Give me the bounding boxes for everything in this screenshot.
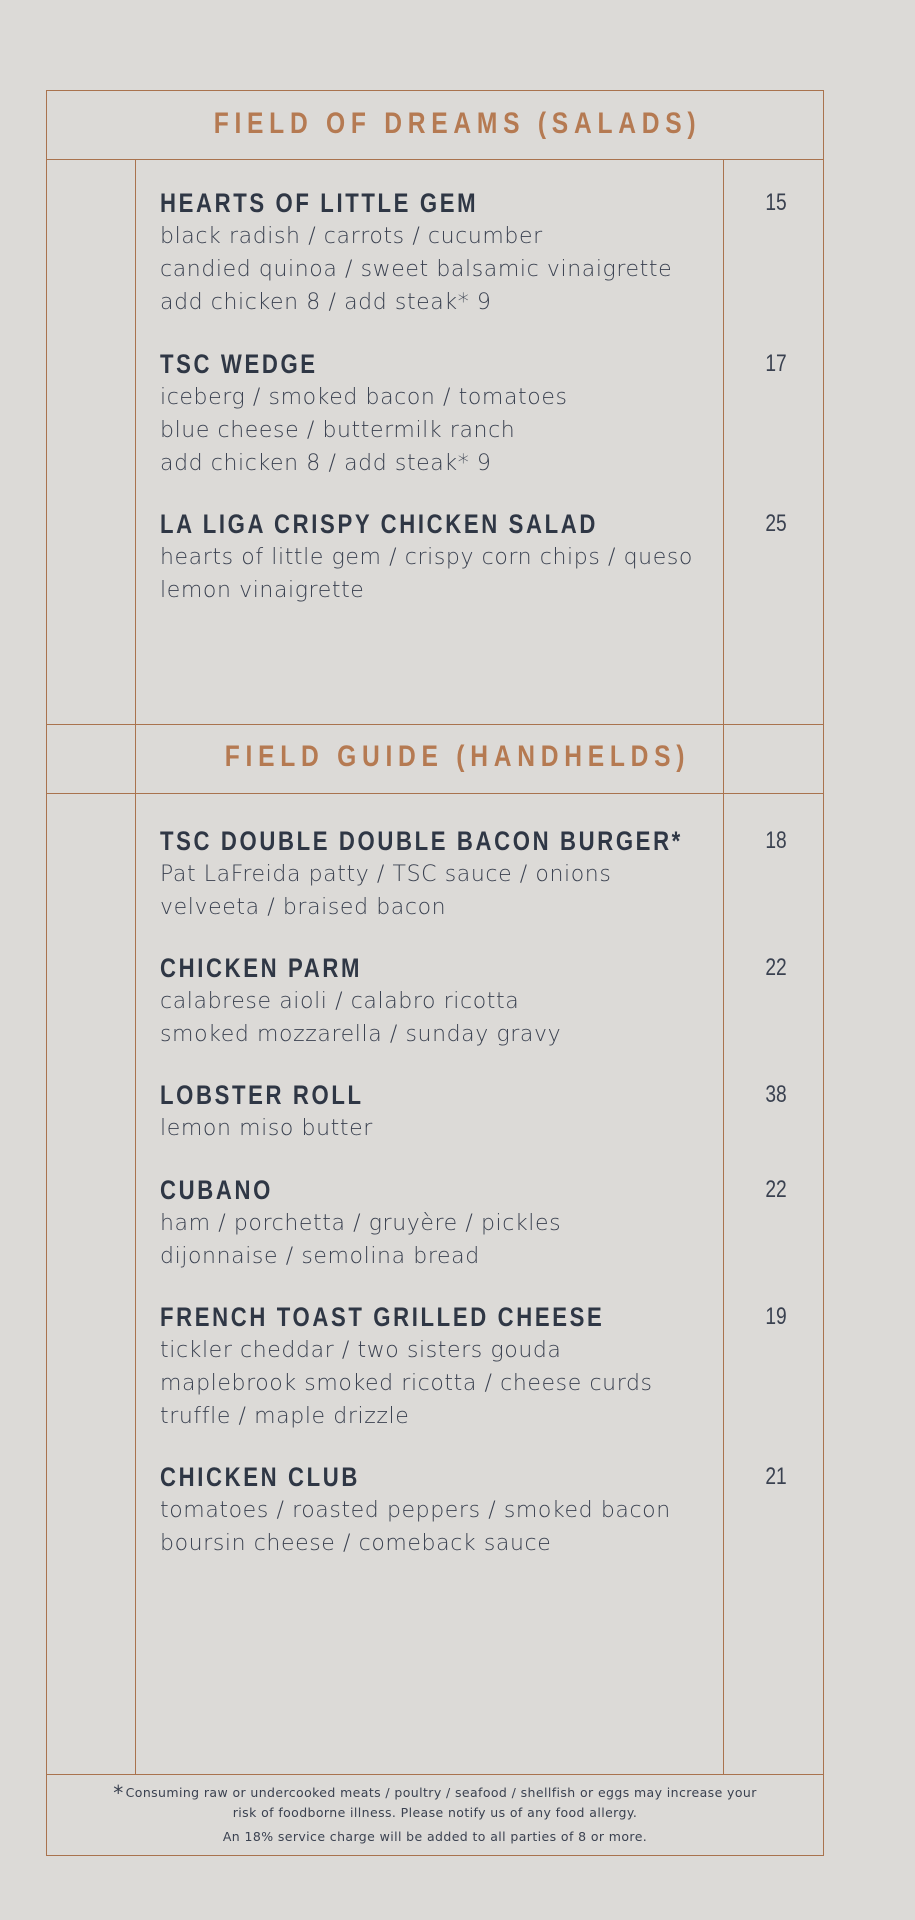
item-description-line: black radish / carrots / cucumber: [160, 224, 543, 249]
item-description-line: boursin cheese / comeback sauce: [160, 1531, 552, 1556]
item-name: TSC DOUBLE DOUBLE BACON BURGER*: [160, 826, 683, 856]
item-name: FRENCH TOAST GRILLED CHEESE: [160, 1302, 605, 1332]
service-charge-notice: An 18% service charge will be added to all parties of 8 or more.: [222, 1829, 648, 1844]
item-description-line: candied quinoa / sweet balsamic vinaigrette: [160, 257, 673, 282]
item-description-line: maplebrook smoked ricotta / cheese curds: [160, 1371, 653, 1396]
menu-item-lobster-roll: [160, 1078, 720, 1145]
item-price: 17: [765, 350, 787, 377]
item-description-line: calabrese aioli / calabro ricotta: [160, 989, 520, 1014]
item-price: 18: [765, 827, 787, 854]
item-name: LA LIGA CRISPY CHICKEN SALAD: [160, 509, 598, 539]
salads-title-rule: [46, 159, 824, 160]
item-description-line: add chicken 8 / add steak* 9: [160, 451, 492, 476]
item-price: 25: [765, 510, 787, 537]
item-price: 22: [765, 1176, 787, 1203]
salads-section-title: FIELD OF DREAMS (SALADS): [213, 107, 702, 140]
price-column-rule: [723, 159, 724, 1774]
handhelds-section-title: FIELD GUIDE (HANDHELDS): [224, 740, 691, 773]
item-description-line: smoked mozzarella / sunday gravy: [160, 1022, 562, 1047]
item-name: TSC WEDGE: [160, 349, 318, 379]
item-description-line: velveeta / braised bacon: [160, 895, 447, 920]
item-description-line: lemon vinaigrette: [160, 578, 365, 603]
handhelds-top-rule: [46, 724, 824, 725]
item-description-line: Pat LaFreida patty / TSC sauce / onions: [160, 862, 612, 887]
item-name: LOBSTER ROLL: [160, 1080, 364, 1110]
footer-rule: [46, 1774, 824, 1775]
menu-item-cubano: [160, 1173, 720, 1273]
allergy-notice-line-1: Consuming raw or undercooked meats / poultry / seafood / shellfish or eggs may increase your: [125, 1785, 757, 1800]
menu-item-la-liga-crispy-chicken-salad: [160, 507, 720, 607]
item-price: 38: [765, 1081, 787, 1108]
item-name: CUBANO: [160, 1175, 273, 1205]
item-name: HEARTS OF LITTLE GEM: [160, 188, 479, 218]
menu-item-tsc-wedge: [160, 347, 720, 480]
menu-item-chicken-club: [160, 1460, 720, 1560]
item-description-line: ham / porchetta / gruyère / pickles: [160, 1211, 562, 1236]
item-description-line: add chicken 8 / add steak* 9: [160, 290, 492, 315]
menu-item-tsc-double-double-bacon-burger: [160, 824, 720, 924]
allergy-notice: [46, 1781, 824, 1805]
item-description-line: tickler cheddar / two sisters gouda: [160, 1338, 562, 1363]
item-price: 21: [765, 1463, 787, 1490]
menu-item-hearts-of-little-gem: [160, 186, 720, 319]
menu-item-french-toast-grilled-cheese: [160, 1300, 720, 1433]
item-description-line: blue cheese / buttermilk ranch: [160, 418, 516, 443]
item-name: CHICKEN PARM: [160, 953, 363, 983]
item-description-line: truffle / maple drizzle: [160, 1404, 410, 1429]
item-price: 19: [765, 1303, 787, 1330]
item-description-line: iceberg / smoked bacon / tomatoes: [160, 385, 568, 410]
item-description-line: tomatoes / roasted peppers / smoked bacon: [160, 1498, 671, 1523]
item-price: 15: [765, 189, 787, 216]
allergy-notice-line-2: risk of foodborne illness. Please notify us of any food allergy.: [232, 1805, 638, 1820]
item-description-line: lemon miso butter: [160, 1116, 373, 1141]
menu-item-chicken-parm: [160, 951, 720, 1051]
footnote-asterisk: *: [113, 1781, 124, 1805]
left-column-rule: [135, 159, 136, 1774]
item-description-line: hearts of little gem / crispy corn chips / queso: [160, 545, 693, 570]
item-name: CHICKEN CLUB: [160, 1462, 361, 1492]
handhelds-bottom-rule: [46, 793, 824, 794]
item-price: 22: [765, 954, 787, 981]
item-description-line: dijonnaise / semolina bread: [160, 1244, 480, 1269]
